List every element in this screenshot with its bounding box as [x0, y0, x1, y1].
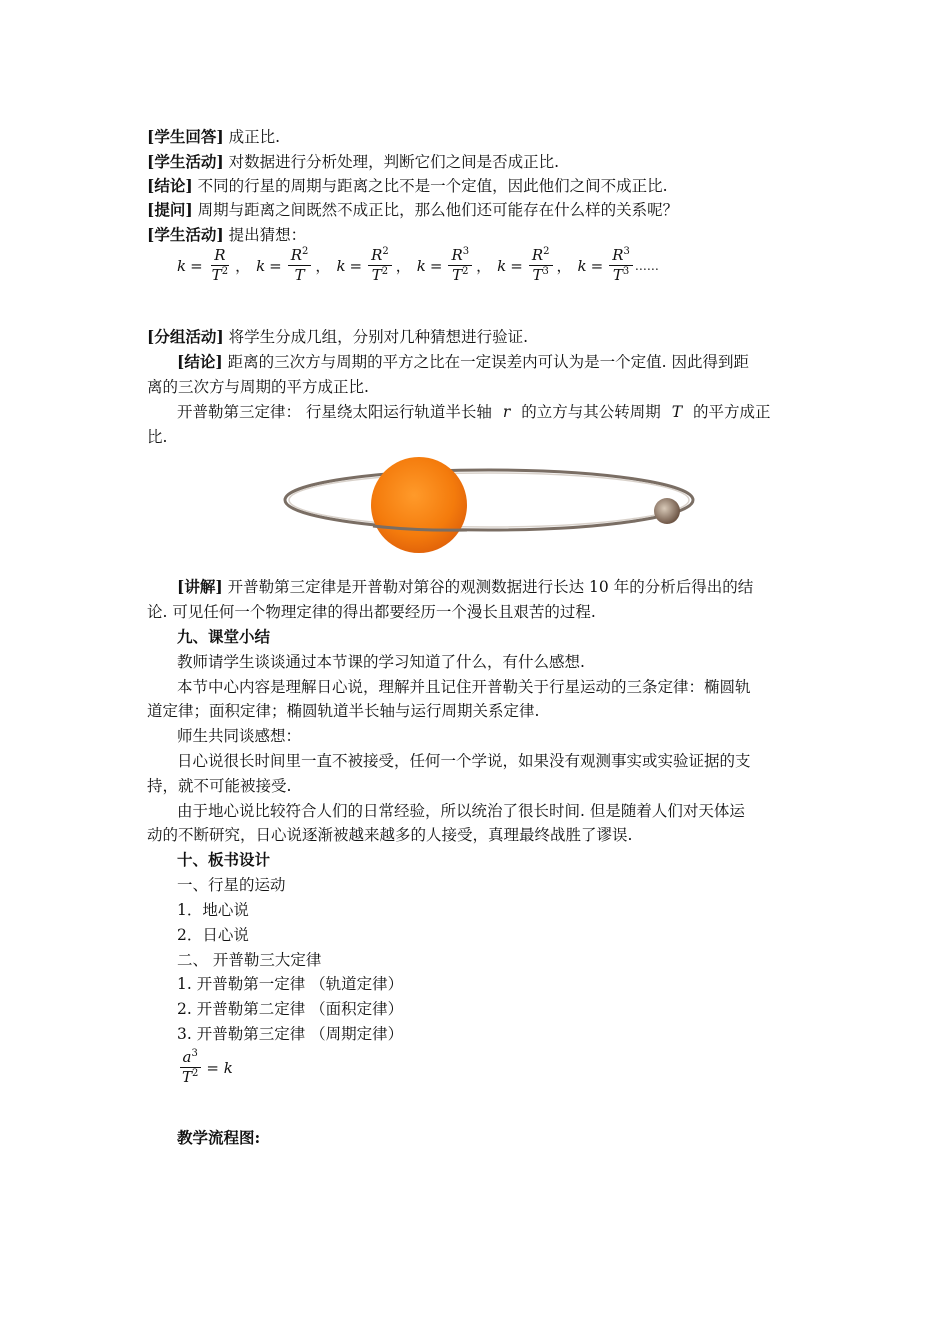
para-4b: 持，就不可能被接受.	[147, 777, 292, 795]
tag-student-answer: [学生回答]	[147, 127, 224, 146]
board-item-7: 3. 开普勒第三定律 （周期定律）	[177, 1025, 404, 1043]
sun-planet-orbit-figure	[283, 455, 699, 567]
line-student-answer	[147, 126, 280, 148]
text-student-activity: 对数据进行分析处理，判断它们之间是否成正比.	[228, 153, 560, 171]
line-conclusion	[147, 175, 668, 197]
tag-explain: [讲解]	[177, 577, 223, 596]
text-question: 周期与距离之间既然不成正比，那么他们还可能存在什么样的关系呢？	[197, 201, 679, 219]
tag-student-activity-2: [学生活动]	[147, 225, 224, 244]
orbit-back	[285, 470, 693, 530]
guess-formulas	[177, 248, 659, 283]
line-explain	[177, 576, 753, 598]
planet	[654, 498, 680, 524]
line-student-activity-2	[147, 224, 306, 246]
formula-4: k = $\frac{R^3}{T^2}$ ，	[416, 246, 492, 284]
board-item-5: 1. 开普勒第一定律 （轨道定律）	[177, 975, 404, 993]
line-question	[147, 199, 678, 221]
board-item-2: 1．地心说	[177, 901, 249, 919]
para-2b: 道定律；面积定律；椭圆轨道半长轴与运行周期关系定律.	[147, 702, 540, 720]
formula-1: k = $\frac{R}{T^2}$ ，	[177, 246, 251, 284]
text-conclusion: 不同的行星的周期与距离之比不是一个定值，因此他们之间不成正比.	[197, 177, 668, 195]
line-student-activity	[147, 151, 559, 173]
board-item-6: 2. 开普勒第二定律 （面积定律）	[177, 1000, 404, 1018]
line-kepler-third-law-b: 比.	[147, 428, 168, 446]
text-student-answer: 成正比.	[228, 128, 281, 146]
line-conclusion-2	[177, 351, 749, 373]
tag-question: [提问]	[147, 200, 193, 219]
line-kepler-third-law: 开普勒第三定律： 行星绕太阳运行轨道半长轴 r 的立方与其公转周期 T 的平方成正	[177, 403, 771, 421]
text-group-activity: 将学生分成几组，分别对几种猜想进行验证.	[228, 328, 529, 346]
orbit-inner	[289, 473, 689, 527]
formula-kepler: $\frac{a^3}{T^2}$ = k	[177, 1050, 233, 1085]
sun	[371, 457, 467, 553]
para-3: 师生共同谈感想：	[177, 727, 302, 745]
heading-flowchart: 教学流程图:	[177, 1128, 261, 1147]
board-item-3: 2．日心说	[177, 926, 249, 944]
formula-2: k = $\frac{R^2}{T}$ ，	[256, 246, 331, 284]
tag-conclusion: [结论]	[147, 176, 193, 195]
board-item-4: 二、 开普勒三大定律	[177, 951, 322, 969]
text-explain: 开普勒第三定律是开普勒对第谷的观测数据进行长达 10 年的分析后得出的结	[227, 578, 754, 596]
tag-conclusion-2: [结论]	[177, 352, 223, 371]
heading-section-9: 九、课堂小结	[177, 627, 271, 646]
board-item-1: 一、行星的运动	[177, 876, 286, 894]
text-conclusion-2: 距离的三次方与周期的平方之比在一定误差内可认为是一个定值. 因此得到距	[227, 353, 749, 371]
tag-student-activity: [学生活动]	[147, 152, 224, 171]
text-student-activity-2: 提出猜想：	[228, 226, 307, 244]
formula-3: k = $\frac{R^2}{T^2}$ ，	[336, 246, 411, 284]
formula-6: k = $\frac{R^3}{T^3}$ ……	[577, 246, 659, 284]
para-4: 日心说很长时间里一直不被接受，任何一个学说，如果没有观测事实或实验证据的支	[177, 752, 751, 770]
heading-section-10: 十、板书设计	[177, 850, 271, 869]
para-2: 本节中心内容是理解日心说，理解并且记住开普勒关于行星运动的三条定律：椭圆轨	[177, 678, 751, 696]
para-1: 教师请学生谈谈通过本节课的学习知道了什么，有什么感想.	[177, 653, 585, 671]
line-group-activity	[147, 326, 528, 348]
para-5b: 动的不断研究，日心说逐渐被越来越多的人接受，真理最终战胜了谬误.	[147, 826, 633, 844]
line-explain-b: 论. 可见任何一个物理定律的得出都要经历一个漫长且艰苦的过程.	[147, 603, 596, 621]
formula-5: k = $\frac{R^2}{T^3}$ ，	[497, 246, 572, 284]
tag-group-activity: [分组活动]	[147, 327, 224, 346]
para-5: 由于地心说比较符合人们的日常经验，所以统治了很长时间. 但是随着人们对天体运	[177, 802, 745, 820]
line-conclusion-2b: 离的三次方与周期的平方成正比.	[147, 378, 369, 396]
